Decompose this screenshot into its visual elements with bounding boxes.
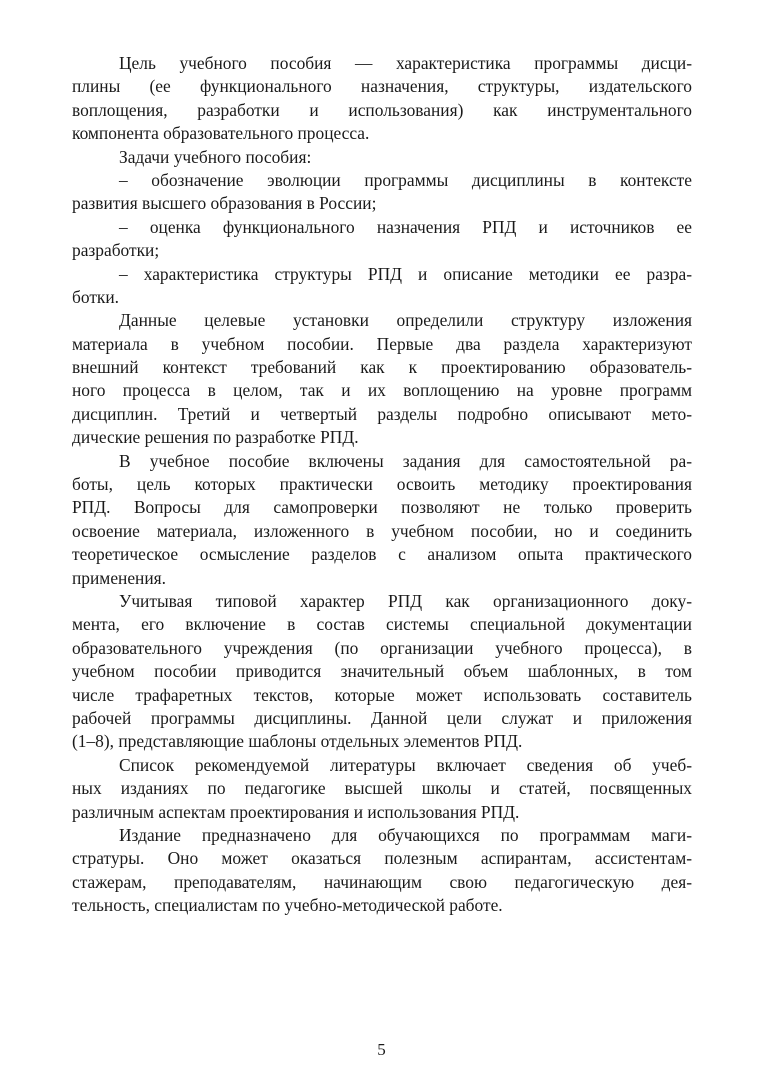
- text-line: разработки;: [72, 240, 160, 261]
- text-line: Данные целевые установки определили структуру изложения: [119, 310, 692, 331]
- document-body: [72, 52, 692, 917]
- text-line: – обозначение эволюции программы дисциплины в контексте: [119, 169, 692, 190]
- text-line: дисциплин. Третий и четвертый разделы подробно описывают мето-: [72, 403, 692, 424]
- text-line: тельность, специалистам по учебно-методической работе.: [72, 895, 503, 916]
- text-line: мента, его включение в состав системы специальной документации: [72, 614, 692, 635]
- text-line: Учитывая типовой характер РПД как организационного доку-: [119, 590, 692, 611]
- text-line: Список рекомендуемой литературы включает сведения об учеб-: [119, 754, 692, 775]
- text-line: плины (ее функционального назначения, структуры, издательского: [72, 76, 692, 97]
- text-line: (1–8), представляющие шаблоны отдельных элементов РПД.: [72, 731, 523, 752]
- text-line: внешний контекст требований как к проектированию образователь-: [72, 357, 692, 378]
- text-line: компонента образовательного процесса.: [72, 123, 370, 144]
- text-line: ного процесса в целом, так и их воплощению на уровне программ: [72, 380, 692, 401]
- text-line: материала в учебном пособии. Первые два раздела характеризуют: [72, 333, 692, 354]
- text-line: воплощения, разработки и использования) как инструментального: [72, 99, 692, 120]
- text-line: – характеристика структуры РПД и описание методики ее разра-: [119, 263, 692, 284]
- text-line: В учебное пособие включены задания для самостоятельной ра-: [119, 450, 692, 471]
- text-line: ботки.: [72, 286, 120, 307]
- text-line: ных изданиях по педагогике высшей школы и статей, посвященных: [72, 778, 692, 799]
- text-line: стажерам, преподавателям, начинающим свою педагогическую дея-: [72, 871, 692, 892]
- text-line: развития высшего образования в России;: [72, 193, 377, 214]
- text-line: рабочей программы дисциплины. Данной цели служат и приложения: [72, 707, 692, 728]
- text-line: стратуры. Оно может оказаться полезным аспирантам, ассистентам-: [72, 848, 692, 869]
- text-line: применения.: [72, 567, 167, 588]
- text-line: учебном пособии приводится значительный объем шаблонных, в том: [72, 661, 692, 682]
- text-line: образовательного учреждения (по организации учебного процесса), в: [72, 637, 692, 658]
- text-line: боты, цель которых практически освоить методику проектирования: [72, 474, 692, 495]
- page-number: 5: [377, 1040, 386, 1059]
- text-line: – оценка функционального назначения РПД и источников ее: [119, 216, 692, 237]
- text-line: РПД. Вопросы для самопроверки позволяют не только проверить: [72, 497, 692, 518]
- text-line: дические решения по разработке РПД.: [72, 427, 359, 448]
- text-line: теоретическое осмысление разделов с анализом опыта практического: [72, 544, 692, 565]
- text-line: различным аспектам проектирования и использования РПД.: [72, 801, 520, 822]
- text-line: освоение материала, изложенного в учебном пособии, но и соединить: [72, 520, 692, 541]
- text-line: числе трафаретных текстов, которые может использовать составитель: [72, 684, 692, 705]
- text-line: Издание предназначено для обучающихся по программам маги-: [119, 824, 692, 845]
- text-line: Цель учебного пособия — характеристика программы дисци-: [119, 53, 692, 73]
- text-line: Задачи учебного пособия:: [119, 146, 312, 167]
